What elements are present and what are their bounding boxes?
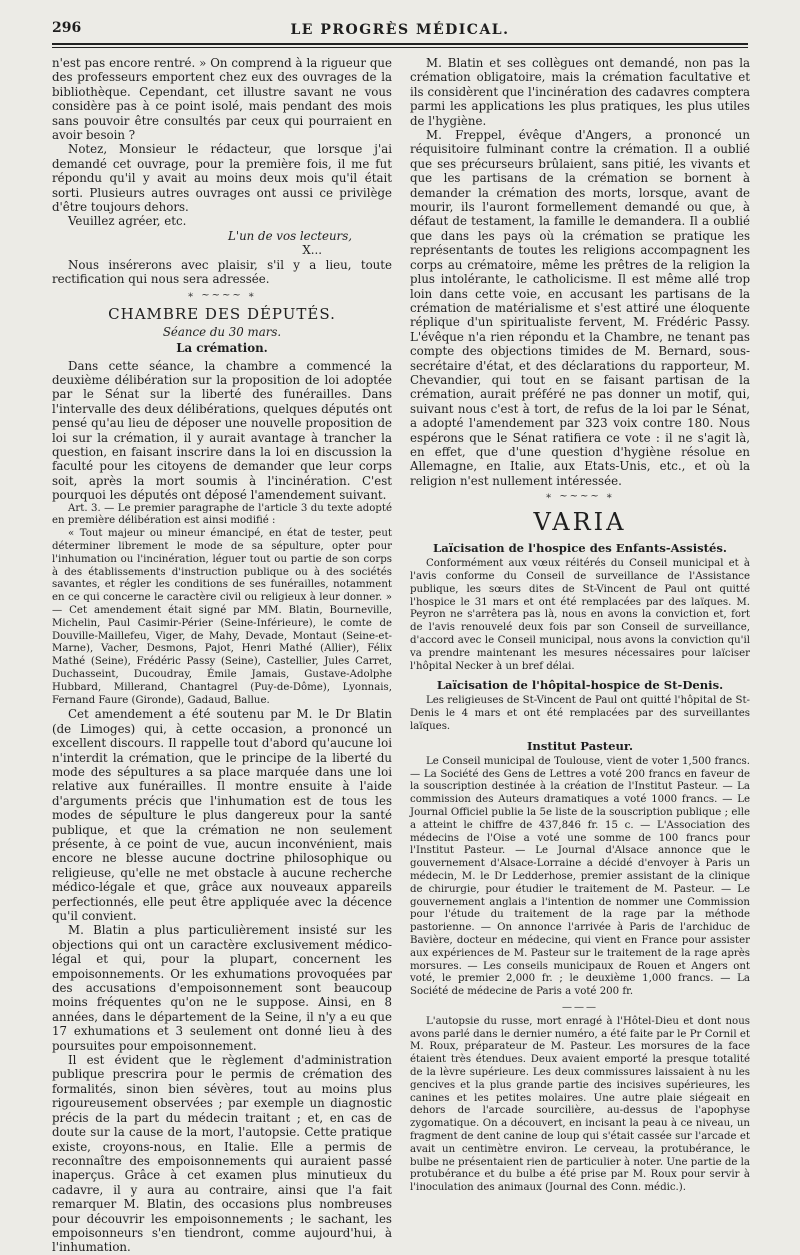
signature: L'un de vos lecteurs, bbox=[228, 228, 352, 243]
paragraph: M. Freppel, évêque d'Angers, a prononcé un réquisitoire fulminant contre la crémation. Il a oublié que ses précurseurs brûlaient, sans pitié, les vivants et que les partisans de la crémation se bornent à demander la crémation des morts, lorsque, avant de mourir, ils l'auront formellement demandé ou que, à défaut de testament, la famille le demandera. Il a oublié que dans les pays où la crémation se pratique les représentants de toutes les religions accompagnent les corps au crématoire, même les prêtres de la religion la plus intolérante, le catholicisme. Il est même allé trop loin dans cette voie, en accusant les partisans de la crémation de matérialisme et s'est attiré une éloquente réplique d'un spiritualiste fervent, M. Frédéric Passy. L'évêque n'a rien répondu et la Chambre, ne tenant pas compte des objections timides de M. Bernard, sous-secrétaire d'état, et des déclarations du rapporteur, M. Chevandier, qui tout en se faisant partisan de la crémation, aurait préféré ne pas donner un motif, qui, suivant nous c'est à tort, de refus de la loi par le Sénat, a adopté l'amendement par 323 voix contre 180. Nous espérons que le Sénat ratifiera ce vote : il ne s'agit là, en effet, que d'une question d'hygiène résolue en Allemagne, en Italie, aux Etats-Unis, etc., et où la religion n'est nullement intéressée. bbox=[410, 128, 750, 488]
paragraph: Dans cette séance, la chambre a commencé la deuxième délibération sur la proposition de loi adoptée par le Sénat sur la liberté des funérailles. Dans l'intervalle des deux délibérations, quelques députés ont pensé qu'au lieu de déposer une nouvelle proposition de loi sur la crémation, il y aurait avantage à trancher la question, en faisant inscrire dans la loi en discussion la faculté pour les citoyens de demander que leur corps soit, après la mort soumis à l'incinération. C'est pourquoi les députés ont déposé l'amendement suivant. bbox=[52, 358, 392, 503]
paragraph-small: Conformément aux vœux réitérés du Conseil municipal et à l'avis conforme du Conseil de surveillance de l'Assistance publique, les sœurs dites de St-Vincent de Paul ont quitté l'hospice le 31 mars et ont été remplacées par des laïques. M. Peyron ne s'arrêtera pas là, nous en avons la conviction et, fort de l'avis renouvelé deux fois par son Conseil de surveillance, d'accord avec le Conseil municipal, nous avons la conviction qu'il va prendre maintenant les mesures nécessaires pour laïciser l'hôpital Necker à un bref délai. bbox=[410, 558, 750, 672]
paragraph-small: Le Conseil municipal de Toulouse, vient de voter 1,500 francs. — La Société des Gens de Lettres a voté 200 francs en faveur de la souscription destinée à la création de l'Institut Pasteur. — La commission des Auteurs dramatiques a voté 1000 francs. — Le Journal Officiel publie la 5e liste de la souscription publique ; elle a atteint le chiffre de 437,846 fr. 15 c. — L'Association des médecins de l'Oise a voté une somme de 100 francs pour l'Institut Pasteur. — Le Journal d'Alsace annonce que le gouvernement d'Alsace-Lorraine a décidé d'envoyer à Paris un médecin, M. le Dr Ledderhose, premier assistant de la clinique de chirurgie, pour étudier le traitement de M. Pasteur. — Le gouvernement anglais a l'intention de nommer une Commission pour l'étude du traitement de la rage par la méthode pastorienne. — On annonce l'arrivée à Paris de l'archiduc de Bavière, docteur en médecine, qui vient en France pour assister aux expériences de M. Pasteur sur le traitement de la rage après morsures. — Les conseils municipaux de Rouen et Angers ont voté, le premier 2,000 fr. ; le deuxième 1,000 francs. — La Société de médecine de Paris a voté 200 fr. bbox=[410, 755, 750, 998]
header-rule bbox=[52, 43, 748, 45]
journal-title: LE PROGRÈS MÉDICAL. bbox=[290, 22, 510, 38]
paragraph: n'est pas encore rentré. » On comprend à la rigueur que des professeurs emportent chez eux des ouvrages de la bibliothèque. Cependant, cet illustre savant ne vous considère pas à ce point isolé, mais pendant des mois sans pouvoir être consultés par ceux qui pourraient en avoir besoin ? bbox=[52, 56, 392, 143]
paragraph-small: Les religieuses de St-Vincent de Paul ont quitté l'hôpital de St-Denis le 4 mars et ont été remplacées par des surveillantes laïques. bbox=[410, 695, 750, 732]
subheading: Institut Pasteur. bbox=[526, 738, 633, 753]
section-date: Séance du 30 mars. bbox=[162, 324, 282, 339]
ornament-divider: ∗ ~~~~ ∗ bbox=[187, 289, 257, 301]
paragraph: M. Blatin et ses collègues ont demandé, non pas la crémation obligatoire, mais la crémation facultative et ils considèrent que l'incinération des cadavres comptera parmi les applications les plus pratiques, les plus utiles de l'hygiène. bbox=[410, 56, 750, 128]
paragraph: Il est évident que le règlement d'administration publique prescrira pour le permis de crémation des formalités, sinon bien sévères, tout au moins plus rigoureusement observées ; par exemple un diagnostic précis de la part du médecin traitant ; et, en cas de doute sur la cause de la mort, l'autopsie. Cette pratique existe, croyons-nous, en Italie. Elle a permis de reconnaître des empoisonnements qui auraient passé inaperçus. Grâce à cet examen plus minutieux du cadavre, il y aura au contraire, ainsi que l'a fait remarquer M. Blatin, des occasions plus nombreuses pour découvrir les empoisonnements ; le sachant, les empoisonneurs s'en tiendront, comme aujourd'hui, à l'inhumation. bbox=[52, 1053, 392, 1255]
varia-title: VARIA bbox=[533, 508, 627, 537]
right-column bbox=[410, 56, 751, 1194]
section-title: CHAMBRE DES DÉPUTÉS. bbox=[108, 304, 336, 323]
paragraph: Cet amendement a été soutenu par M. le Dr Blatin (de Limoges) qui, à cette occasion, a prononcé un excellent discours. Il rappelle tout d'abord qu'aucune loi n'interdit la crémation, que le principe de la liberté du mode des sépultures a sa place marquée dans une loi relative aux funérailles. Il montre ensuite à l'aide d'arguments précis que l'inhumation est de tous les modes de sépulture le plus dangereux pour la santé publique, et que la crémation ne non seulement présente, à ce point de vue, aucun inconvénient, mais encore ne blesse aucune doctrine philosophique ou religieuse, qu'elle ne met obstacle à aucune recherche médico-légale et que, grâce aux nouveaux appareils perfectionnés, elle peut être appliquée avec la décence qu'il convient. bbox=[52, 707, 392, 923]
paragraph: Veuillez agréer, etc. bbox=[68, 214, 187, 229]
page-header bbox=[52, 20, 748, 42]
signature-initial: X... bbox=[302, 243, 322, 258]
editor-note: Nous insérerons avec plaisir, s'il y a lieu, toute rectification qui nous sera adressée. bbox=[52, 257, 392, 287]
paragraph: M. Blatin a plus particulièrement insisté sur les objections qui ont un caractère exclusivement médico-légal et qui, pour la plupart, concernent les empoisonnements. Or les exhumations provoquées par des accusations d'empoisonnement sont beaucoup moins fréquentes qu'on ne le suppose. Ainsi, en 8 années, dans le département de la Seine, il n'y a eu que 17 exhumations et 3 seulement ont donné lieu à des poursuites pour empoisonnement. bbox=[52, 923, 392, 1053]
paragraph-small: L'autopsie du russe, mort enragé à l'Hôtel-Dieu et dont nous avons parlé dans le dernier numéro, a été faite par le Pr Cornil et M. Roux, préparateur de M. Pasteur. Les morsures de la face étaient très étendues. Deux avaient emporté la presque totalité de la lèvre supérieure. Les deux commissures laissaient à nu les gencives et la plus grande partie des incisives supérieures, les canines et les petites molaires. Une autre plaie siégeait en dehors de l'arcade sourcilière, au-dessus de l'apophyse zygomatique. On a découvert, en incisant la peau à ce niveau, un fragment de dent canine de loup qui s'était cassée sur l'arcade et avait un centimètre environ. Le cerveau, la protubérance, le bulbe ne présentaient rien de particulier à noter. Une partie de la protubérance et du bulbe a été prise par M. Roux pour servir à l'inoculation des animaux (Journal des Conn. médic.). bbox=[410, 1015, 751, 1194]
subheading: Laïcisation de l'hôpital-hospice de St-Denis. bbox=[436, 678, 724, 693]
short-divider: ——— bbox=[562, 1001, 598, 1013]
paragraph-small: « Tout majeur ou mineur émancipé, en état de tester, peut déterminer librement le mode de sa sépulture, opter pour l'inhumation ou l'incinération, léguer tout ou partie de son corps à des établissements d'instruction publique ou à des sociétés savantes, et régler les conditions de ses funérailles, notamment en ce qui concerne le caractère civil ou religieux à leur donner. » — Cet amendement était signé par MM. Blatin, Bourneville, Michelin, Paul Casimir-Périer (Seine-Inférieure), le comte de Douville-Maillefeu, Viger, de Mahy, Devade, Montaut (Seine-et-Marne), Vacher, Desmons, Pajot, Henri Mathé (Allier), Félix Mathé (Seine), Frédéric Passy (Seine), Castellier, Jules Carret, Duchasseint, Ducoudray, Émile Jamais, Gustave-Adolphe Hubbard, Millerand, Chantagrel (Puy-de-Dôme), Lyonnais, Fernand Faure (Gironde), Gadaud, Ballue. bbox=[52, 528, 392, 706]
subheading: Laïcisation de l'hospice des Enfants-Assistés. bbox=[433, 541, 727, 556]
left-column bbox=[52, 56, 392, 1255]
page-number: 296 bbox=[52, 20, 82, 36]
section-heading: La crémation. bbox=[176, 340, 268, 355]
header-rule-thin bbox=[52, 47, 748, 48]
paragraph-small: Art. 3. — Le premier paragraphe de l'article 3 du texte adopté en première délibération est ainsi modifié : bbox=[52, 502, 392, 527]
paragraph: Notez, Monsieur le rédacteur, que lorsque j'ai demandé cet ouvrage, pour la première fois, il me fut répondu qu'il y avait au moins deux mois qu'il était sorti. Plusieurs autres ouvrages ont aussi ce privilège d'être toujours dehors. bbox=[52, 142, 392, 215]
ornament-divider: ∗ ~~~~ ∗ bbox=[545, 491, 615, 503]
